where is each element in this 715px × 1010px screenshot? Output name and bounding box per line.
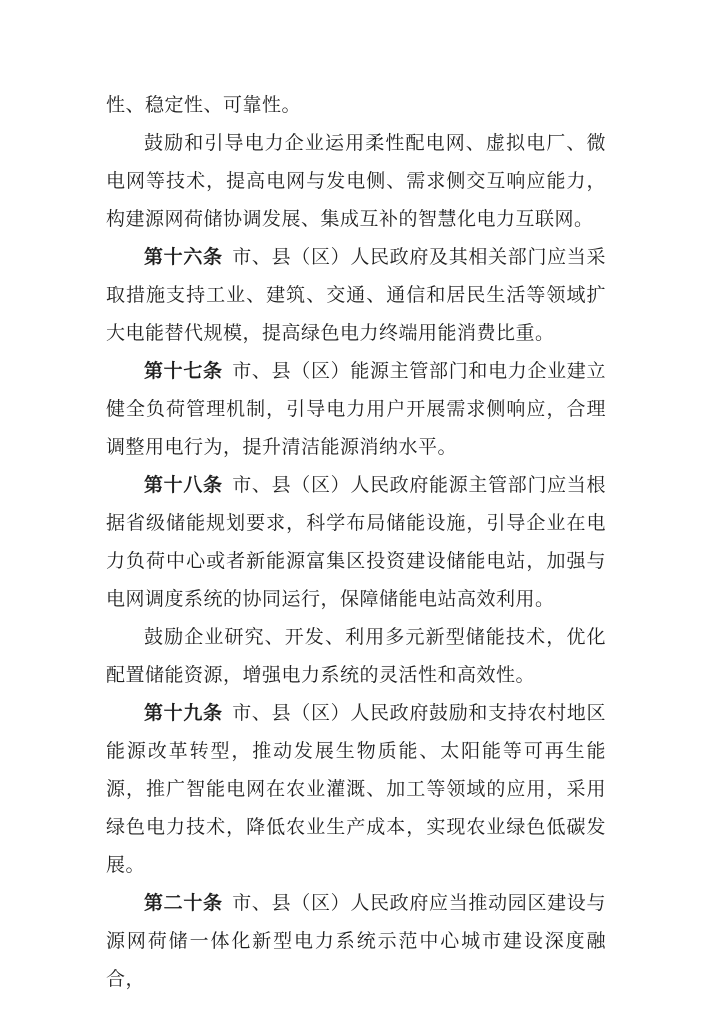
paragraph [106,239,606,353]
article-number: 第二十条 [144,893,223,914]
paragraph-text: 市、县（区）人民政府及其相关部门应当采取措施支持工业、建筑、交通、通信和居民生活等领域扩大电能替代规模，提高绿色电力终端用能消费比重。 [106,247,606,344]
article-number: 第十六条 [144,247,223,268]
paragraph [106,619,606,695]
document-body [106,87,606,999]
article-number: 第十九条 [144,703,223,724]
paragraph [106,885,606,999]
paragraph-text: 性、稳定性、可靠性。 [106,95,302,116]
paragraph-text: 市、县（区）能源主管部门和电力企业建立健全负荷管理机制，引导电力用户开展需求侧响应，合理调整用电行为，提升清洁能源消纳水平。 [106,361,606,458]
paragraph-text: 市、县（区）人民政府鼓励和支持农村地区能源改革转型，推动发展生物质能、太阳能等可再生能源，推广智能电网在农业灌溉、加工等领域的应用，采用绿色电力技术，降低农业生产成本，实现农业绿色低碳发展。 [106,703,606,876]
paragraph [106,87,606,125]
paragraph [106,467,606,619]
paragraph [106,125,606,239]
paragraph-text: 市、县（区）人民政府应当推动园区建设与源网荷储一体化新型电力系统示范中心城市建设深度融合， [106,893,606,990]
article-number: 第十七条 [144,361,223,382]
paragraph-text: 市、县（区）人民政府能源主管部门应当根据省级储能规划要求，科学布局储能设施，引导企业在电力负荷中心或者新能源富集区投资建设储能电站，加强与电网调度系统的协同运行，保障储能电站高效利用。 [106,475,606,610]
paragraph [106,353,606,467]
paragraph-text: 鼓励企业研究、开发、利用多元新型储能技术，优化配置储能资源，增强电力系统的灵活性和高效性。 [106,627,606,686]
paragraph-text: 鼓励和引导电力企业运用柔性配电网、虚拟电厂、微电网等技术，提高电网与发电侧、需求侧交互响应能力，构建源网荷储协调发展、集成互补的智慧化电力互联网。 [106,133,606,230]
article-number: 第十八条 [144,475,223,496]
paragraph [106,695,606,885]
